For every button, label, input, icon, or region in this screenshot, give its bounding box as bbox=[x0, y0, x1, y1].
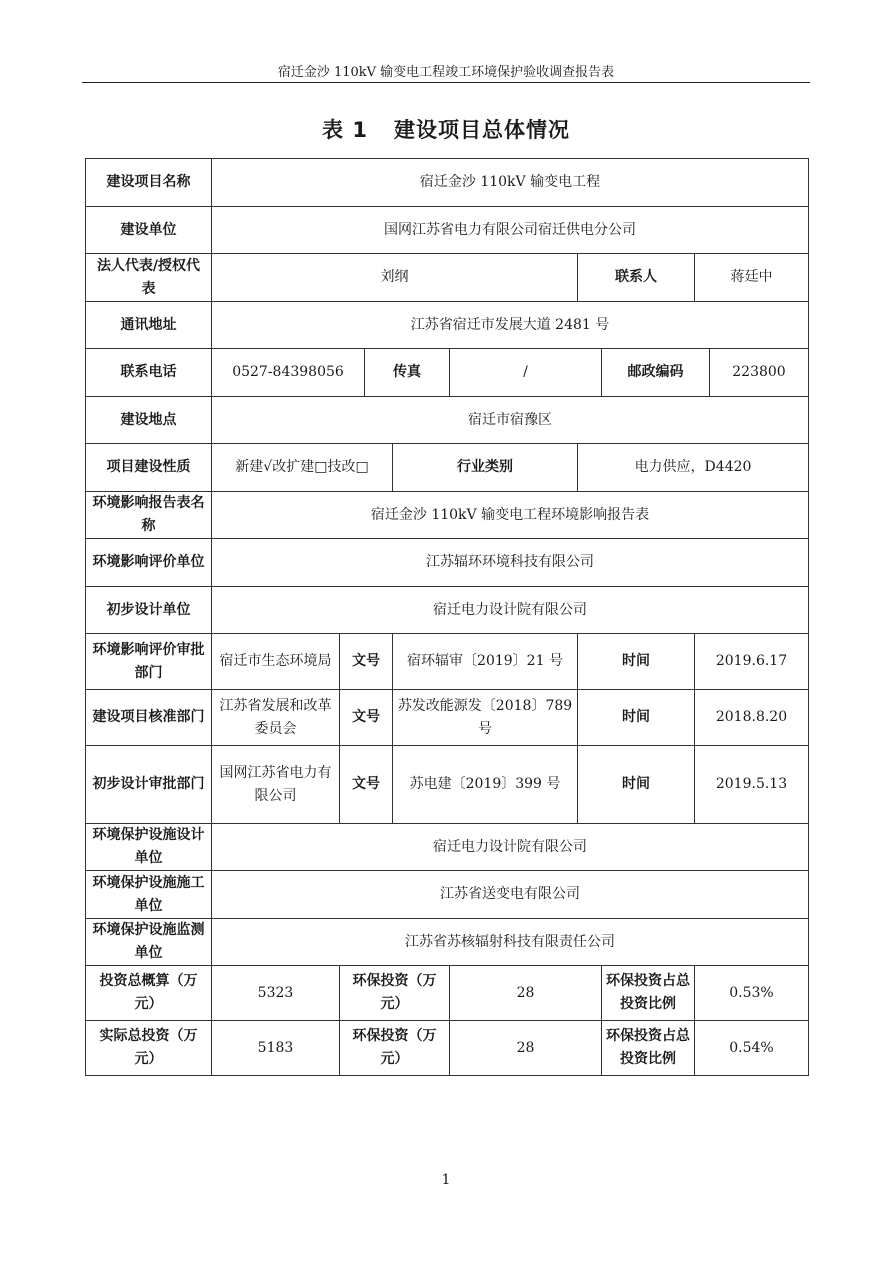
table-row bbox=[86, 634, 809, 690]
table-row bbox=[86, 746, 809, 824]
builder-label: 建设单位 bbox=[86, 207, 212, 254]
table-row bbox=[86, 349, 809, 397]
table-row bbox=[86, 966, 809, 1021]
address-label: 通讯地址 bbox=[86, 302, 212, 349]
phone-value: 0527-84398056 bbox=[212, 349, 365, 397]
table-row bbox=[86, 302, 809, 349]
eia-approval-doc: 宿环辐审〔2019〕21 号 bbox=[393, 634, 578, 690]
table-row bbox=[86, 919, 809, 966]
project-name-value: 宿迁金沙 110kV 输变电工程 bbox=[212, 159, 809, 207]
env-construction-value: 江苏省送变电有限公司 bbox=[212, 871, 809, 919]
project-approval-time-label: 时间 bbox=[578, 690, 695, 746]
table-row bbox=[86, 207, 809, 254]
budget-env-value: 28 bbox=[450, 966, 602, 1021]
contact-label: 联系人 bbox=[578, 254, 695, 302]
project-approval-label: 建设项目核准部门 bbox=[86, 690, 212, 746]
project-approval-doc: 苏发改能源发〔2018〕789 号 bbox=[393, 690, 578, 746]
actual-value: 5183 bbox=[212, 1021, 340, 1076]
eia-approval-doc-label: 文号 bbox=[340, 634, 393, 690]
industry-label: 行业类别 bbox=[393, 444, 578, 492]
table-row bbox=[86, 539, 809, 587]
design-approval-dept: 国网江苏省电力有限公司 bbox=[212, 746, 340, 824]
env-construction-label: 环境保护设施施工单位 bbox=[86, 871, 212, 919]
postcode-label: 邮政编码 bbox=[602, 349, 710, 397]
env-monitor-label: 环境保护设施监测单位 bbox=[86, 919, 212, 966]
table-row bbox=[86, 397, 809, 444]
nature-label: 项目建设性质 bbox=[86, 444, 212, 492]
phone-label: 联系电话 bbox=[86, 349, 212, 397]
table-row bbox=[86, 690, 809, 746]
eia-approval-label: 环境影响评价审批部门 bbox=[86, 634, 212, 690]
table-row bbox=[86, 444, 809, 492]
table-row bbox=[86, 824, 809, 871]
page-title bbox=[0, 116, 892, 144]
project-approval-doc-label: 文号 bbox=[340, 690, 393, 746]
project-approval-time: 2018.8.20 bbox=[695, 690, 809, 746]
header-divider bbox=[82, 82, 810, 83]
fax-value: / bbox=[450, 349, 602, 397]
eia-unit-label: 环境影响评价单位 bbox=[86, 539, 212, 587]
contact-value: 蒋廷中 bbox=[695, 254, 809, 302]
prelim-design-label: 初步设计单位 bbox=[86, 587, 212, 634]
table-row bbox=[86, 1021, 809, 1076]
env-design-label: 环境保护设施设计单位 bbox=[86, 824, 212, 871]
eia-report-value: 宿迁金沙 110kV 输变电工程环境影响报告表 bbox=[212, 492, 809, 539]
address-value: 江苏省宿迁市发展大道 2481 号 bbox=[212, 302, 809, 349]
eia-unit-value: 江苏辐环环境科技有限公司 bbox=[212, 539, 809, 587]
fax-label: 传真 bbox=[365, 349, 450, 397]
prelim-design-value: 宿迁电力设计院有限公司 bbox=[212, 587, 809, 634]
postcode-value: 223800 bbox=[710, 349, 809, 397]
table-row bbox=[86, 871, 809, 919]
legal-rep-value: 刘纲 bbox=[212, 254, 578, 302]
design-approval-time-label: 时间 bbox=[578, 746, 695, 824]
table-number: 表 1 bbox=[322, 118, 368, 142]
eia-approval-dept: 宿迁市生态环境局 bbox=[212, 634, 340, 690]
budget-value: 5323 bbox=[212, 966, 340, 1021]
builder-value: 国网江苏省电力有限公司宿迁供电分公司 bbox=[212, 207, 809, 254]
page-header: 宿迁金沙 110kV 输变电工程竣工环境保护验收调查报告表 bbox=[277, 65, 615, 80]
budget-env-label: 环保投资（万元） bbox=[340, 966, 450, 1021]
nature-value: 新建√改扩建□技改□ bbox=[212, 444, 393, 492]
actual-env-value: 28 bbox=[450, 1021, 602, 1076]
actual-env-label: 环保投资（万元） bbox=[340, 1021, 450, 1076]
legal-rep-label: 法人代表/授权代表 bbox=[86, 254, 212, 302]
page-number: 1 bbox=[441, 1172, 451, 1188]
budget-label: 投资总概算（万元） bbox=[86, 966, 212, 1021]
design-approval-doc-label: 文号 bbox=[340, 746, 393, 824]
location-value: 宿迁市宿豫区 bbox=[212, 397, 809, 444]
table-row bbox=[86, 159, 809, 207]
table-title: 建设项目总体情况 bbox=[393, 118, 570, 142]
eia-approval-time: 2019.6.17 bbox=[695, 634, 809, 690]
budget-ratio-label: 环保投资占总投资比例 bbox=[602, 966, 695, 1021]
actual-ratio-label: 环保投资占总投资比例 bbox=[602, 1021, 695, 1076]
table-row bbox=[86, 587, 809, 634]
location-label: 建设地点 bbox=[86, 397, 212, 444]
project-approval-dept: 江苏省发展和改革委员会 bbox=[212, 690, 340, 746]
budget-ratio-value: 0.53% bbox=[695, 966, 809, 1021]
eia-report-label: 环境影响报告表名称 bbox=[86, 492, 212, 539]
design-approval-doc: 苏电建〔2019〕399 号 bbox=[393, 746, 578, 824]
design-approval-label: 初步设计审批部门 bbox=[86, 746, 212, 824]
project-name-label: 建设项目名称 bbox=[86, 159, 212, 207]
table-row bbox=[86, 492, 809, 539]
project-overview-table bbox=[85, 158, 809, 1076]
eia-approval-time-label: 时间 bbox=[578, 634, 695, 690]
actual-label: 实际总投资（万元） bbox=[86, 1021, 212, 1076]
env-monitor-value: 江苏省苏核辐射科技有限责任公司 bbox=[212, 919, 809, 966]
industry-value: 电力供应，D4420 bbox=[578, 444, 809, 492]
env-design-value: 宿迁电力设计院有限公司 bbox=[212, 824, 809, 871]
table-row bbox=[86, 254, 809, 302]
design-approval-time: 2019.5.13 bbox=[695, 746, 809, 824]
actual-ratio-value: 0.54% bbox=[695, 1021, 809, 1076]
